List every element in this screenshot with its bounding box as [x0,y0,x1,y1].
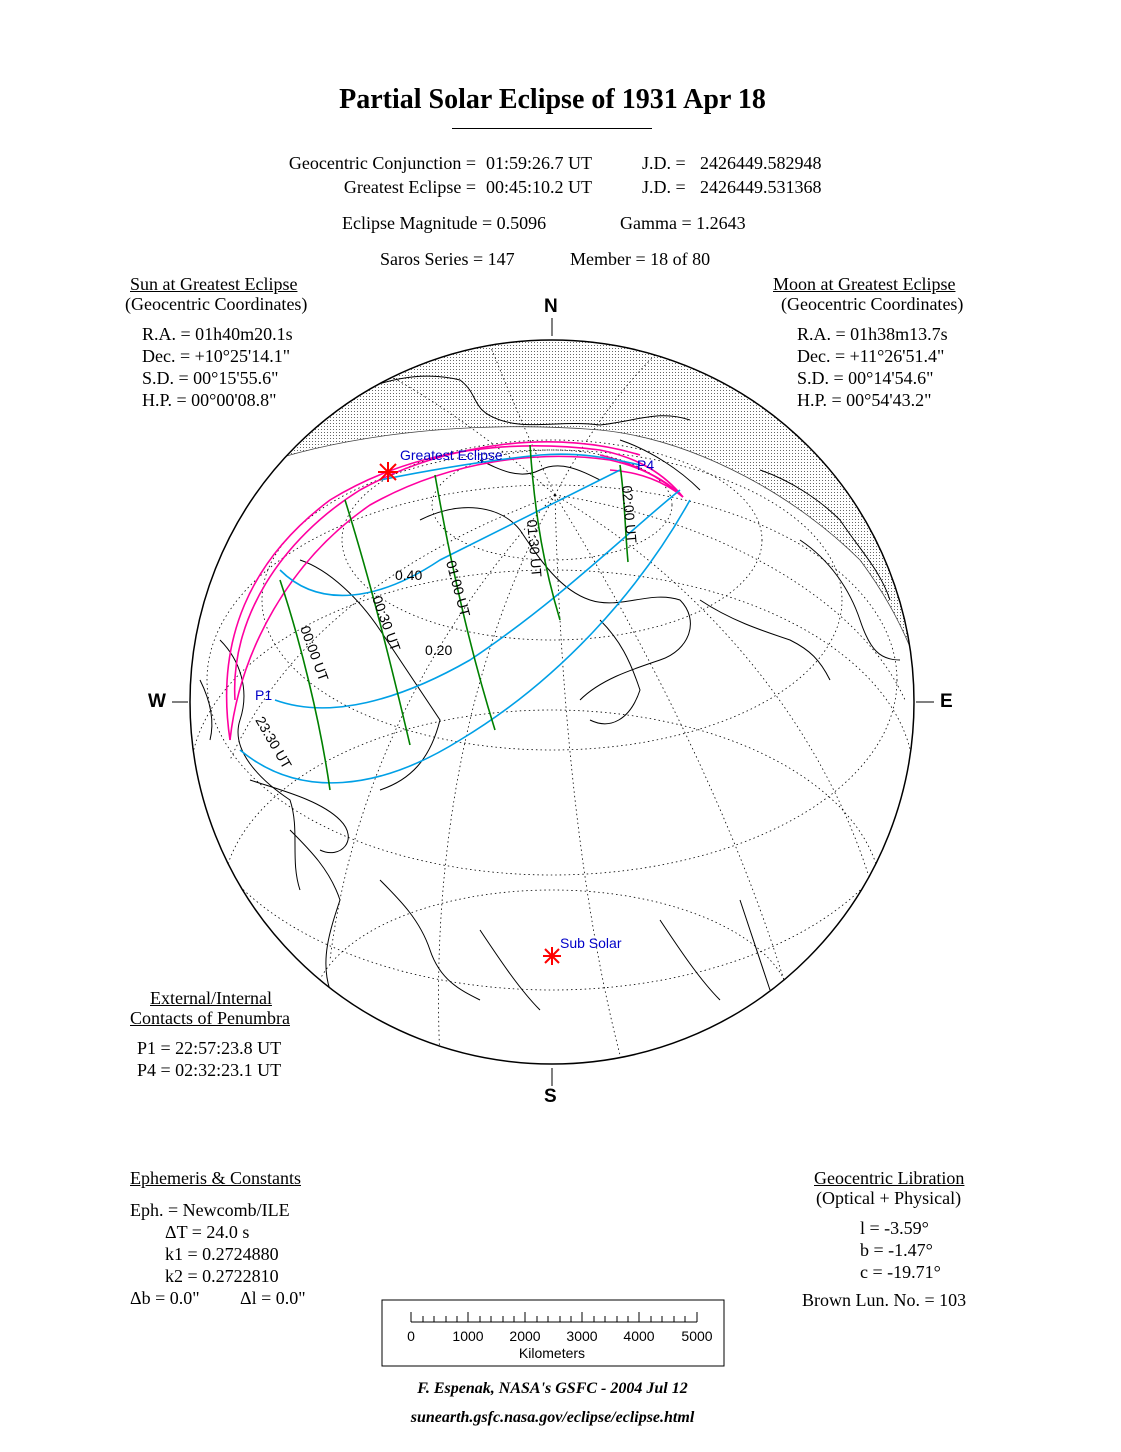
ephemeris-heading: Ephemeris & Constants [130,1168,301,1188]
compass-west: W [148,691,166,712]
libration-heading: Geocentric Libration [814,1168,965,1188]
eclipse-magnitude: Eclipse Magnitude = 0.5096 [342,213,547,233]
moon-dec: Dec. = +11°26'51.4" [797,346,945,366]
moon-subheading: (Geocentric Coordinates) [781,294,964,314]
scale-tick-4000: 4000 [623,1328,655,1344]
scale-ruler [411,1312,697,1322]
greatest-jd-label: J.D. = [642,177,686,197]
sun-subheading: (Geocentric Coordinates) [125,294,308,314]
libration-b: b = -1.47° [860,1240,933,1260]
ephemeris-eph: Eph. = Newcomb/ILE [130,1200,290,1220]
saros-series: Saros Series = 147 [380,249,515,269]
sub-solar-marker [543,947,561,965]
label-p1: P1 [255,687,273,703]
sun-heading: Sun at Greatest Eclipse [130,274,298,294]
ephemeris-k1: k1 = 0.2724880 [165,1244,279,1264]
time-lines [280,445,628,790]
label-greatest-eclipse: Greatest Eclipse [400,447,503,463]
ephemeris-delta-l: Δl = 0.0" [240,1288,306,1308]
label-time-0200: 02:00 UT [619,484,640,544]
compass-south: S [544,1086,557,1107]
moon-hp: H.P. = 00°54'43.2" [797,390,932,410]
brown-lunation: Brown Lun. No. = 103 [802,1290,967,1310]
label-time-2330: 23:30 UT [252,713,296,772]
sun-dec: Dec. = +10°25'14.1" [142,346,291,366]
libration-l: l = -3.59° [860,1218,929,1238]
scale-tick-0: 0 [407,1328,415,1344]
label-time-0100: 01:00 UT [443,558,474,619]
greatest-value: 00:45:10.2 UT [486,177,592,197]
label-mag-040: 0.40 [395,567,423,583]
scale-tick-5000: 5000 [681,1328,713,1344]
geo-conj-label: Geocentric Conjunction = [288,153,476,173]
greatest-eclipse-marker [378,462,398,482]
moon-sd: S.D. = 00°14'54.6" [797,368,934,388]
label-time-0130: 01:30 UT [524,518,545,578]
libration-subheading: (Optical + Physical) [816,1188,962,1208]
label-time-0000: 00:00 UT [297,623,332,684]
geo-conj-jd-label: J.D. = [642,153,686,173]
ephemeris-delta-t: ΔT = 24.0 s [165,1222,250,1242]
contacts-heading-1: External/Internal [150,988,272,1008]
label-time-0030: 00:30 UT [369,593,404,654]
contacts-heading-2: Contacts of Penumbra [130,1008,290,1028]
moon-heading: Moon at Greatest Eclipse [773,274,956,294]
night-region [180,330,930,700]
label-p4: P4 [637,457,655,473]
label-mag-020: 0.20 [425,642,453,658]
label-sub-solar: Sub Solar [560,935,622,951]
credit-author: F. Espenak, NASA's GSFC - 2004 Jul 12 [417,1380,688,1397]
scale-tick-1000: 1000 [452,1328,484,1344]
compass-east: E [940,691,953,712]
greatest-jd-value: 2426449.531368 [700,177,822,197]
greatest-label: Greatest Eclipse = [343,177,476,197]
moon-ra: R.A. = 01h38m13.7s [797,324,948,344]
contact-p1: P1 = 22:57:23.8 UT [137,1038,282,1058]
ephemeris-delta-b: Δb = 0.0" [130,1288,200,1308]
page-title: Partial Solar Eclipse of 1931 Apr 18 [339,84,766,115]
compass-north: N [544,296,558,317]
libration-c: c = -19.71° [860,1262,941,1282]
scale-tick-2000: 2000 [509,1328,541,1344]
contact-p4: P4 = 02:32:23.1 UT [137,1060,282,1080]
sun-sd: S.D. = 00°15'55.6" [142,368,279,388]
sun-hp: H.P. = 00°00'08.8" [142,390,277,410]
saros-member: Member = 18 of 80 [570,249,711,269]
gamma: Gamma = 1.2643 [620,213,746,233]
credit-url: sunearth.gsfc.nasa.gov/eclipse/eclipse.html [410,1409,695,1426]
geo-conj-jd-value: 2426449.582948 [700,153,822,173]
scale-tick-3000: 3000 [566,1328,598,1344]
ephemeris-k2: k2 = 0.2722810 [165,1266,279,1286]
scale-unit: Kilometers [518,1345,586,1361]
geo-conj-value: 01:59:26.7 UT [486,153,592,173]
sun-ra: R.A. = 01h40m20.1s [142,324,293,344]
